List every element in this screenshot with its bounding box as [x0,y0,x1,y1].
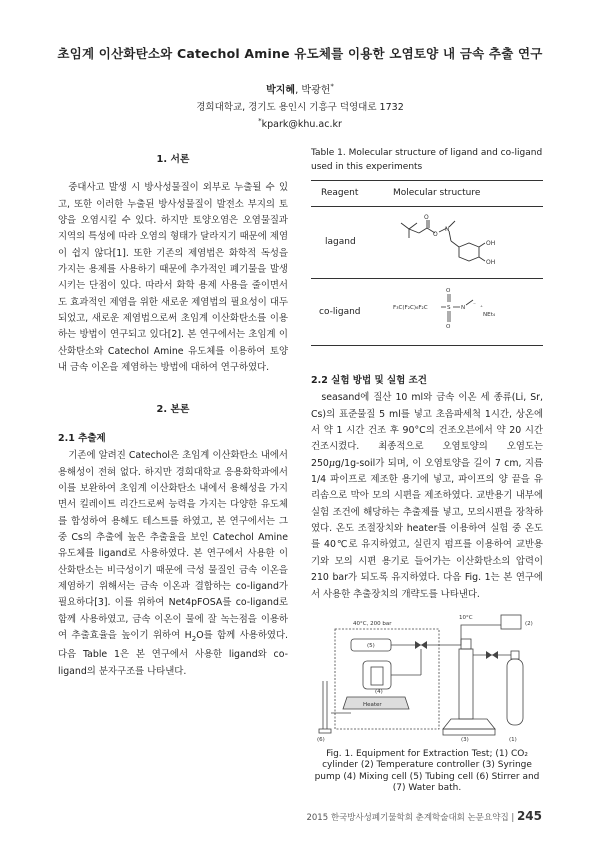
page-footer [0,809,542,823]
subsection-heading-method: 2.2 실험 방법 및 실험 조건 [311,375,427,387]
table-row [311,278,543,345]
fig-label-2: (2) [525,620,533,627]
ligand-structure-drawing [393,207,543,271]
svg-text:O: O [424,214,429,222]
table-caption: Table 1. Molecular structure of ligand and co-ligand used in this experiments [311,148,543,172]
author-separator: , [295,85,302,96]
right-column [311,146,543,794]
fig-label-conditions: 40°C, 200 bar [353,620,392,627]
extraction-apparatus-figure [311,609,543,745]
paper-title: 초임계 이산화탄소와 Catechol Amine 유도체를 이용한 오염토양 내 금속 추출 연구 [57,46,543,61]
footer-text: 2015 한국방사성폐기물학회 춘계학술대회 논문요약집 [306,813,509,823]
table-row [311,207,543,278]
co-ligand-cation: NEt₄ [483,311,496,318]
svg-text:O: O [446,323,451,330]
corresponding-mark: * [330,82,334,91]
section-heading-intro: 1. 서론 [156,154,190,165]
fig-label-heater: Heater [363,701,382,708]
second-author: 박광헌 [301,85,331,96]
left-column [58,146,288,746]
co-ligand-formula: F₃C(F₂C)₆F₂C [393,304,428,311]
first-author: 박지혜 [266,85,296,96]
svg-text:⁻: ⁻ [473,301,476,308]
subsection-heading-extractant: 2.1 추출제 [58,432,106,444]
svg-text:N: N [461,304,466,311]
svg-text:O: O [446,287,451,294]
svg-text:O: O [433,231,438,239]
figure-caption: Fig. 1. Equipment for Extraction Test; (1) CO₂ cylinder (2) Temperature controller (3) Syringe pump (4) Mixing cell (5) Tubing cell (6) Stirrer and (7) Water bath. [314,748,540,794]
ligand-structure [393,207,543,278]
page-number: 245 [516,809,542,823]
svg-text:OH: OH [486,259,496,267]
fig-label-1: (1) [509,736,517,743]
email-address[interactable]: kpark@khu.ac.kr [261,119,342,131]
fig-label-4: (4) [375,688,383,695]
svg-text:S: S [447,304,451,311]
co-ligand-structure-drawing [393,279,543,339]
section-heading-body: 2. 본론 [156,404,190,416]
table-header-reagent: Reagent [311,181,393,207]
reagent-co-ligand: co-ligand [311,278,393,345]
affiliation: 경희대학교, 경기도 용인시 기흥구 덕영대로 1732 [196,102,404,113]
co-ligand-structure [393,278,543,345]
svg-text:N: N [445,226,450,234]
fig-label-6: (6) [317,736,325,743]
extractant-paragraph: 기존에 알려진 Catechol은 초임계 이산화탄소 내에서 용해성이 전혀 없다. 하지만 경희대학교 응용화학과에서 이를 보완하여 초임계 이산화탄소 내에서 용해성을 가지면서 킬레이트 리간드로써 능력을 가지는 다양한 유도체를 합성하여 용해도 테스트를 하였고, 본 연구에서는 그 중 Cs의 추출에 높은 추출율을 보인 Catechol Amine 유도체를 ligand로 사용하였다. 본 연구에서 사용한 이산화탄소는 비극성이기 때문에 극성 물질인 금속 이온을 제염하기 위해서는 금속 이온과 결합하는 co-ligand가 필요하다[3]. 이를 위하여 Net4pFOSA를 co-ligand로 함께 사용하였고, 금속 이온이 물에 잘 녹는점을 이용하여 추출효율을 높이기 위하여 $H_2O$를 함께 사용하였다. 다음 Table 1은 본 연구에서 사용한 ligand와 co-ligand의 분자구조를 나타낸다. [58,450,288,677]
svg-text:OH: OH [486,240,496,248]
reagent-ligand: lagand [311,207,393,278]
table-header-structure: Molecular structure [393,181,543,207]
email-line [0,117,600,130]
author-line [0,81,600,96]
fig-label-5: (5) [367,642,375,649]
svg-text:⁺: ⁺ [480,304,483,311]
fig-label-temp: 10°C [459,614,473,621]
fig-label-3: (3) [461,736,469,743]
footer-separator: | [508,813,517,823]
email-mark: * [258,117,262,125]
molecular-structure-table [311,180,543,346]
table-header-row [311,181,543,207]
intro-paragraph: 중대사고 발생 시 방사성물질이 외부로 누출될 수 있고, 또한 이러한 누출된 방사성물질이 발전소 부지의 토양을 오염시킬 수 있다. 하지만 토양오염은 오염물질과 지역의 특성에 따라 오염의 형태가 달라지기 때문에 제염이 쉽지 않다[1]. 또한 기존의 제염법은 화학적 독성을 가지는 용제를 사용하기 때문에 추가적인 폐기물을 발생시키는 단점이 있다. 따라서 화학 용제 사용을 줄이면서도 효과적인 제염을 위한 새로운 제염법의 필요성이 대두되었고, 새로운 제염법으로써 초임계 이산화탄소를 이용하는 방법이 연구되고 있다[2]. 본 연구에서는 초임계 이산화탄소와 Catechol Amine 유도체를 이용하여 토양 내 금속 이온을 제염하는 방법에 대하여 연구하였다. [58,182,288,374]
method-paragraph: seasand에 질산 10 ml와 금속 이온 세 종류(Li, Sr, Cs)의 표준물질 5 ml를 넣고 초음파세척 1시간, 상온에서 약 1 시간 건조 후 90°C의 건조오븐에서 약 20 시간 건조시켰다. 최종적으로 오염토양의 오염도는 250μg/1g-soil가 되며, 이 오염토양을 길이 7 cm, 지름 1/4 파이프로 제조한 용기에 넣고, 파이프의 양 끝을 유리솜으로 막아 모의 시편을 제조하였다. 교반용기 내부에 실험 조건에 해당하는 추출제를 넣고, 모의시편을 장착하였다. 온도 조절장치와 heater를 이용하여 실험 중 온도를 40℃로 유지하였고, 실린지 펌프를 이용하여 교반용기와 모의 시편 용기로 들어가는 이산화탄소의 압력이 210 bar가 되도록 유지하였다. 다음 Fig. 1는 본 연구에서 사용한 추출장치의 개략도를 나타낸다. [311,392,543,600]
